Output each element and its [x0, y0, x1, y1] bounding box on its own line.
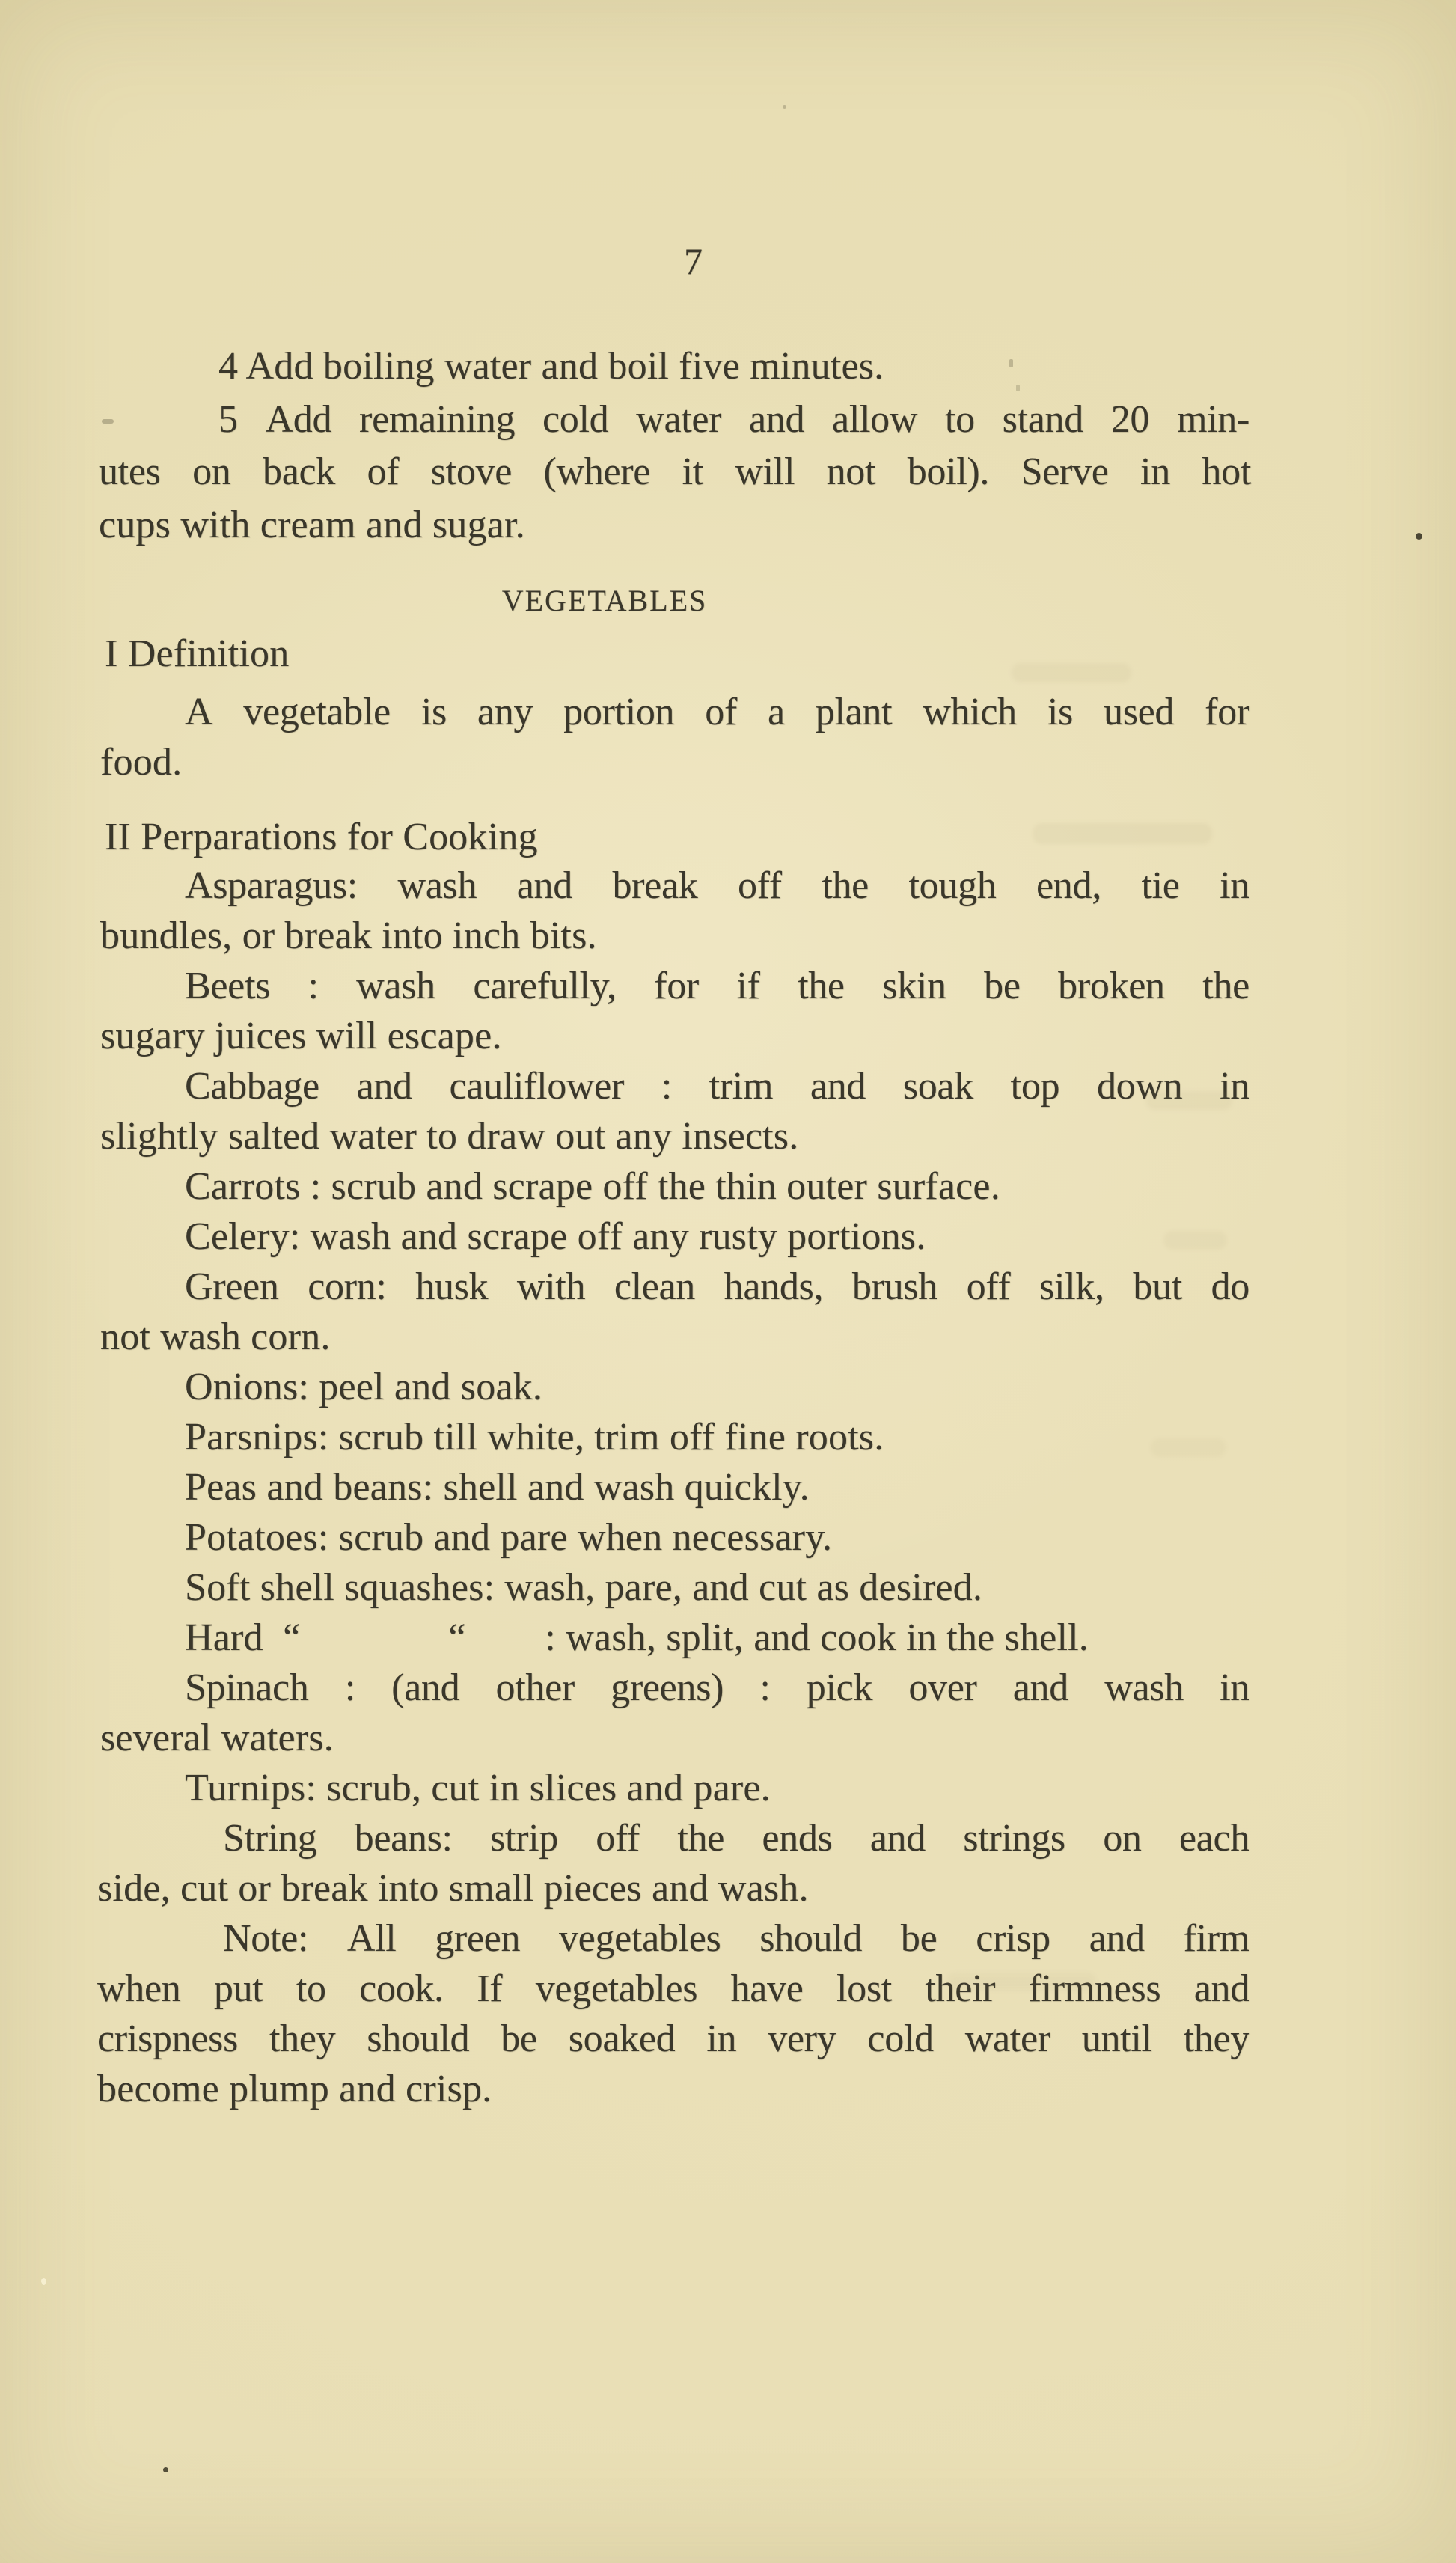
paper-speck	[163, 2467, 168, 2472]
prep-note-line: crispness they should be soaked in very cold water until they	[97, 2017, 1249, 2060]
prep-line: side, cut or break into small pieces and wash.	[97, 1867, 809, 1910]
step-5-line-1: 5 Add remaining cold water and allow to stand 20 min-	[218, 398, 1249, 441]
prep-line: Celery: wash and scrape off any rusty portions.	[185, 1215, 926, 1258]
step-5-line-2: utes on back of stove (where it will not boil). Serve in hot	[99, 450, 1251, 493]
prep-note-line: become plump and crisp.	[97, 2068, 492, 2110]
prep-line: Beets : wash carefully, for if the skin be broken the	[185, 965, 1249, 1007]
prep-line: slightly salted water to draw out any insects.	[100, 1115, 799, 1158]
paper-smudge	[1009, 359, 1013, 367]
prep-line: Cabbage and cauliflower : trim and soak top down in	[185, 1065, 1249, 1108]
definition-line: A vegetable is any portion of a plant which is used for	[185, 691, 1249, 733]
bleedthrough-smudge	[946, 1973, 1096, 1991]
prep-line: Turnips: scrub, cut in slices and pare.	[185, 1767, 771, 1809]
paper-speck	[1416, 533, 1422, 540]
prep-line: sugary juices will escape.	[100, 1015, 502, 1057]
prep-line: String beans: strip off the ends and strings on each	[223, 1817, 1249, 1860]
prep-line: Green corn: husk with clean hands, brush off silk, but do	[185, 1265, 1249, 1308]
prep-line: Parsnips: scrub till white, trim off fine roots.	[185, 1416, 884, 1458]
step-4-line: 4 Add boiling water and boil five minutes.	[218, 345, 884, 388]
bleedthrough-smudge	[1012, 663, 1131, 682]
section-title: VEGETABLES	[501, 584, 708, 617]
paper-smudge	[102, 419, 114, 424]
prep-line: Potatoes: scrub and pare when necessary.	[185, 1516, 833, 1559]
prep-line: Peas and beans: shell and wash quickly.	[185, 1466, 810, 1509]
paper-smudge	[1016, 385, 1020, 391]
prep-note-line: Note: All green vegetables should be crisp and firm	[223, 1917, 1249, 1960]
bleedthrough-smudge	[1146, 1091, 1232, 1110]
prep-note-line: when put to cook. If vegetables have lost their firmness and	[97, 1967, 1249, 2010]
prep-line: Carrots : scrub and scrape off the thin outer surface.	[185, 1165, 1000, 1208]
prep-line: several waters.	[100, 1717, 334, 1759]
prep-line: not wash corn.	[100, 1316, 331, 1358]
prep-line: Asparagus: wash and break off the tough end, tie in	[185, 864, 1249, 907]
definition-heading: I Definition	[105, 632, 290, 675]
page-number: 7	[684, 240, 703, 282]
bleedthrough-smudge	[1163, 1231, 1227, 1250]
bleedthrough-smudge	[1033, 823, 1212, 844]
preparations-heading: II Perparations for Cooking	[105, 816, 538, 858]
prep-line-ditto-marks: Hard “ “ : wash, split, and cook in the shell.	[185, 1616, 1089, 1659]
step-5-line-3: cups with cream and sugar.	[99, 504, 525, 546]
prep-line: Soft shell squashes: wash, pare, and cut as desired.	[185, 1566, 983, 1609]
prep-line: Onions: peel and soak.	[185, 1366, 543, 1408]
prep-line: bundles, or break into inch bits.	[100, 914, 597, 957]
paper-speck	[783, 105, 786, 109]
bleedthrough-smudge	[1151, 1438, 1226, 1457]
paper-speck	[41, 2278, 46, 2285]
prep-line: Spinach : (and other greens) : pick over and wash in	[185, 1667, 1249, 1709]
definition-line: food.	[100, 741, 183, 783]
